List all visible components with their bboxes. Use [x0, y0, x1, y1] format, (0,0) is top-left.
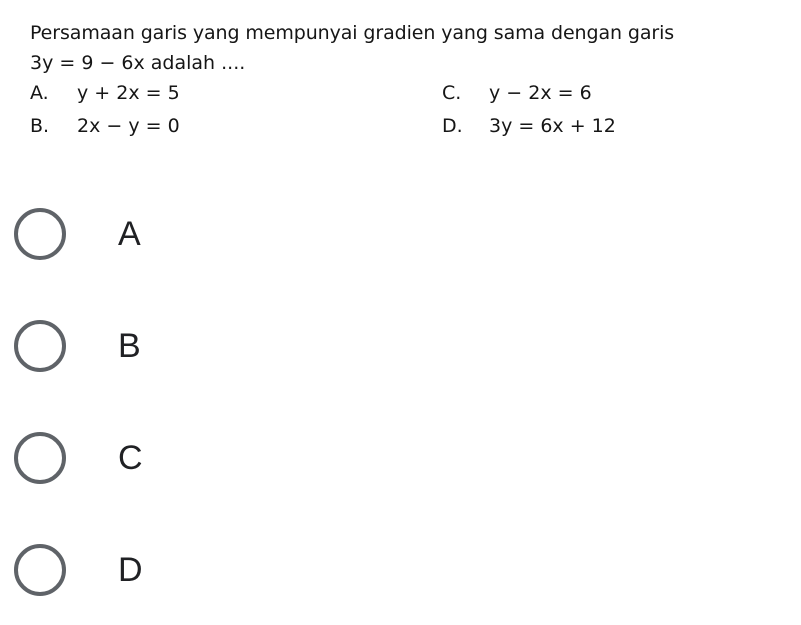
answer-option-c[interactable]: [14, 430, 314, 486]
radio-button-icon[interactable]: [14, 544, 66, 596]
question-text-line-1: Persamaan garis yang mempunyai gradien yang sama dengan garis: [30, 22, 675, 44]
question-choice-letter: B.: [30, 115, 50, 137]
answer-option-a[interactable]: [14, 206, 314, 262]
answer-option-label: C: [118, 439, 143, 477]
radio-button-icon[interactable]: [14, 432, 66, 484]
radio-button-icon[interactable]: [14, 320, 66, 372]
answer-option-label: D: [118, 551, 143, 589]
answer-option-label: A: [118, 215, 141, 253]
question-text-line-2: 3y = 9 − 6x adalah ....: [30, 52, 246, 74]
question-choice-letter: A.: [30, 82, 49, 104]
question-choice-text: y − 2x = 6: [489, 82, 592, 104]
question-choice-letter: C.: [442, 82, 462, 104]
radio-button-icon[interactable]: [14, 208, 66, 260]
answer-option-b[interactable]: [14, 318, 314, 374]
answer-option-label: B: [118, 327, 141, 365]
answer-option-d[interactable]: [14, 542, 314, 598]
question-choice-text: 3y = 6x + 12: [489, 115, 616, 137]
question-choice-text: y + 2x = 5: [77, 82, 180, 104]
question-choice-letter: D.: [442, 115, 463, 137]
question-choice-text: 2x − y = 0: [77, 115, 180, 137]
